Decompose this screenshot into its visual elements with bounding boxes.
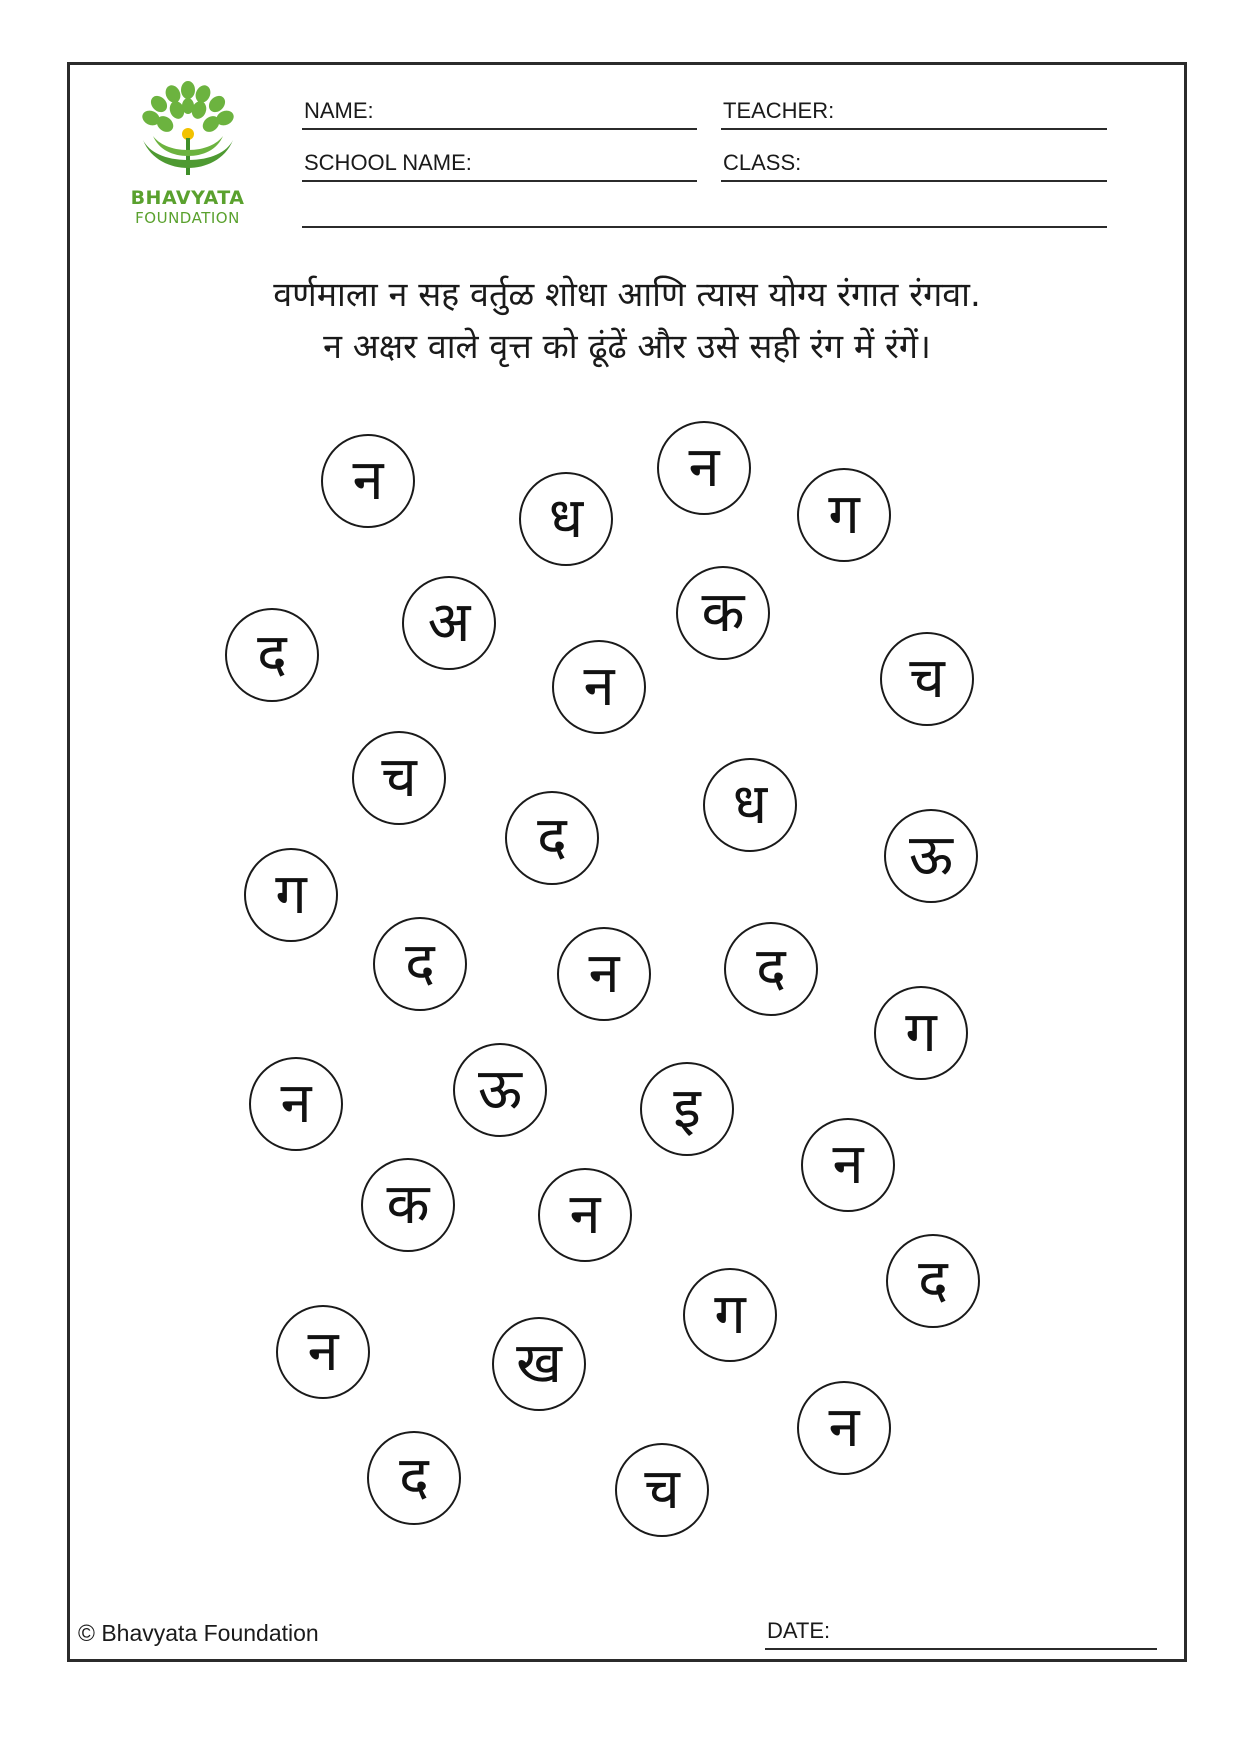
class-field[interactable] (721, 150, 1107, 182)
letter-circle[interactable]: ग (874, 986, 968, 1080)
letter-circle[interactable]: न (552, 640, 646, 734)
letter-circle[interactable]: न (538, 1168, 632, 1262)
letter-circle[interactable]: अ (402, 576, 496, 670)
school-name-label: SCHOOL NAME: (304, 150, 472, 175)
letter-circle[interactable]: ध (519, 472, 613, 566)
teacher-field[interactable] (721, 98, 1107, 130)
date-field[interactable] (765, 1616, 1157, 1650)
school-name-field[interactable] (302, 150, 697, 182)
letter-circle[interactable]: ऊ (453, 1043, 547, 1137)
bhavyata-logo (125, 80, 250, 230)
letter-circle[interactable]: द (373, 917, 467, 1011)
letter-circle[interactable]: ख (492, 1317, 586, 1411)
instruction-marathi: वर्णमाला न सह वर्तुळ शोधा आणि त्यास योग्य रंगात रंगवा. (273, 275, 981, 315)
letter-circle[interactable]: ग (683, 1268, 777, 1362)
name-field[interactable] (302, 98, 697, 130)
date-label: DATE: (767, 1618, 831, 1643)
letter-circle[interactable]: न (557, 927, 651, 1021)
copyright-text: © Bhavyata Foundation (78, 1620, 319, 1646)
letter-circle[interactable]: न (276, 1305, 370, 1399)
letter-circle[interactable]: ग (244, 848, 338, 942)
letter-circle[interactable]: द (505, 791, 599, 885)
letter-circle[interactable]: ग (797, 468, 891, 562)
letter-circle[interactable]: द (886, 1234, 980, 1328)
letter-circle[interactable]: ऊ (884, 809, 978, 903)
logo-subtitle: FOUNDATION (135, 209, 240, 227)
letter-circle[interactable]: च (352, 731, 446, 825)
letter-circle[interactable]: द (724, 922, 818, 1016)
class-label: CLASS: (723, 150, 802, 175)
tree-hands-icon (133, 80, 243, 185)
extra-blank-line (302, 226, 1107, 228)
instruction-hindi: न अक्षर वाले वृत्त को ढूंढें और उसे सही रंग में रंगें। (323, 327, 931, 367)
letter-circle[interactable]: न (321, 434, 415, 528)
logo-title: BHAVYATA (130, 187, 245, 209)
teacher-label: TEACHER: (723, 98, 835, 123)
letter-circle[interactable]: च (880, 632, 974, 726)
letter-circle[interactable]: क (676, 566, 770, 660)
letter-circle[interactable]: न (657, 421, 751, 515)
letter-circle[interactable]: न (801, 1118, 895, 1212)
letter-circle[interactable]: ध (703, 758, 797, 852)
letter-circle[interactable]: द (367, 1431, 461, 1525)
letter-circle[interactable]: न (249, 1057, 343, 1151)
name-label: NAME: (304, 98, 374, 123)
letter-circle[interactable]: च (615, 1443, 709, 1537)
letter-circle[interactable]: क (361, 1158, 455, 1252)
letter-circle[interactable]: द (225, 608, 319, 702)
letter-circle[interactable]: इ (640, 1062, 734, 1156)
letter-circle[interactable]: न (797, 1381, 891, 1475)
